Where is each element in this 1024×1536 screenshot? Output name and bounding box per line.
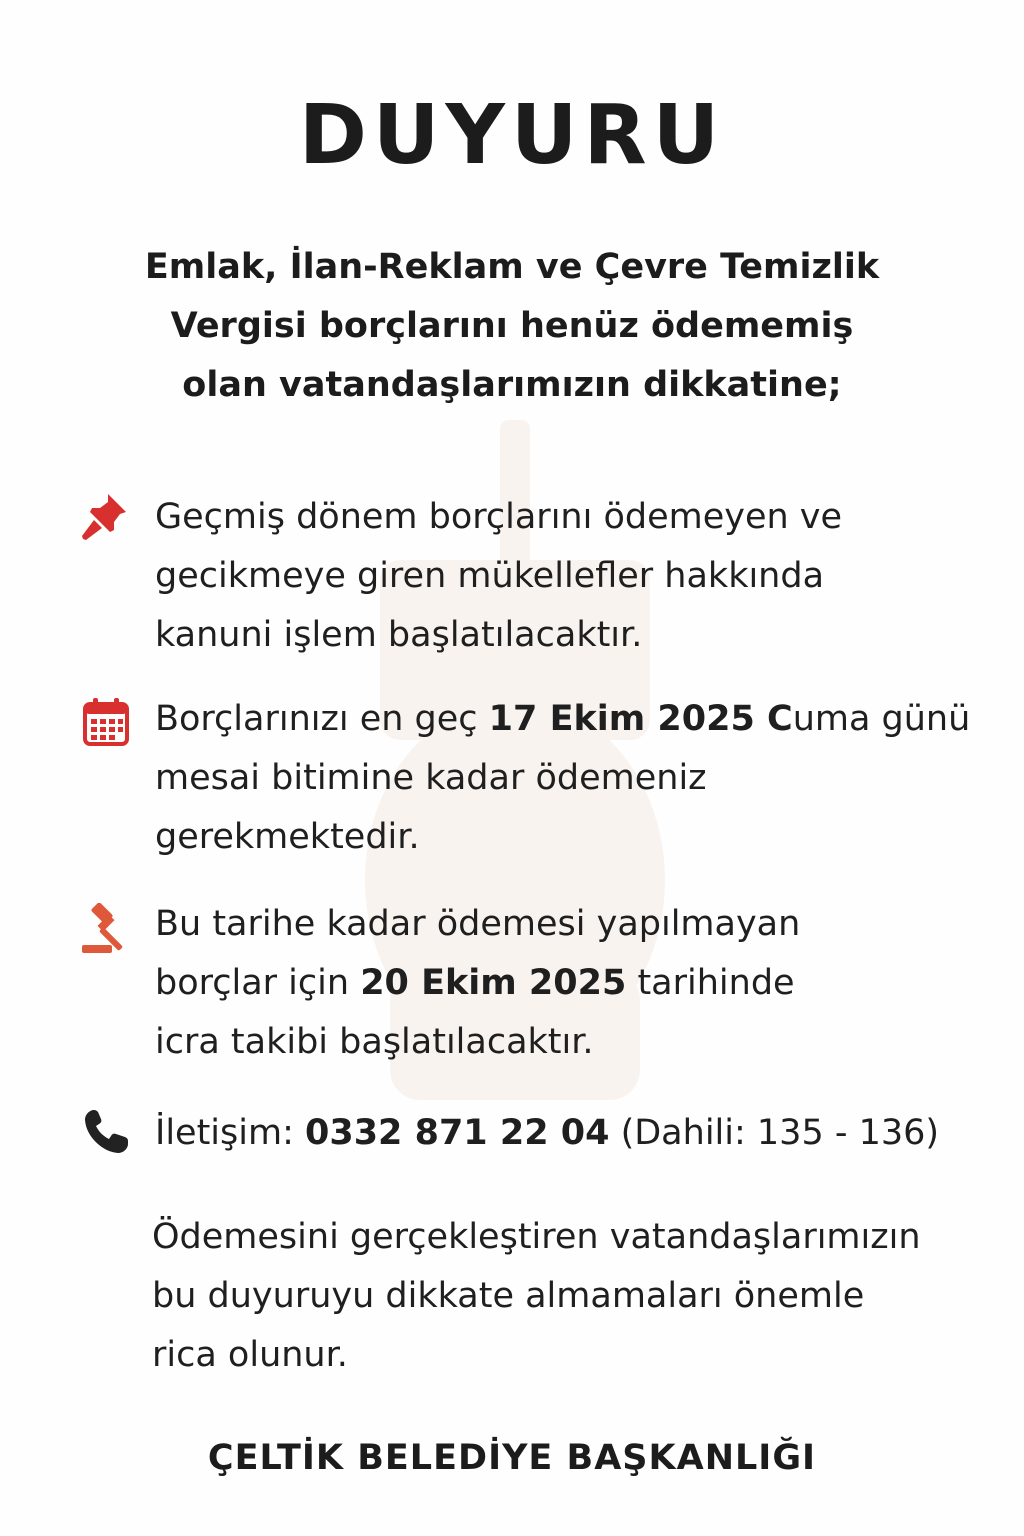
item-line	[155, 808, 995, 867]
signature: ÇELTİK BELEDİYE BAŞKANLIĞI	[207, 1438, 817, 1478]
line-segment: Borçlarınızı en geç	[155, 699, 489, 739]
item-line	[155, 1013, 995, 1072]
notice-subtitle	[100, 238, 924, 415]
phone-icon	[80, 1106, 132, 1158]
line-segment: gecikmeye giren mükellefler hakkında	[155, 556, 825, 596]
gavel-icon	[80, 903, 132, 955]
pushpin-icon	[80, 490, 132, 542]
line-segment: Geçmiş dönem borçlarını ödemeyen ve	[155, 497, 843, 537]
item-line	[155, 954, 995, 1013]
item-line	[155, 606, 995, 665]
line-segment: icra takibi başlatılacaktır.	[155, 1022, 594, 1062]
line-segment: gerekmektedir.	[155, 817, 420, 857]
emphasis-text: 0332 871 22 04	[305, 1113, 610, 1153]
item-text	[155, 690, 995, 867]
item-text	[155, 1104, 995, 1163]
item-line	[155, 547, 995, 606]
closing-line: Ödemesini gerçekleştiren vatandaşlarımızın	[152, 1217, 921, 1257]
emphasis-text: 17 Ekim 2025 C	[488, 699, 793, 739]
item-line	[155, 690, 995, 749]
item-text	[155, 488, 995, 665]
emphasis-text: 20 Ekim 2025	[360, 963, 627, 1003]
line-segment: borçlar için	[155, 963, 361, 1003]
line-segment: Bu tarihe kadar ödemesi yapılmayan	[155, 904, 801, 944]
subtitle-line: Emlak, İlan-Reklam ve Çevre Temizlik	[144, 247, 880, 287]
line-segment: tarihinde	[626, 963, 795, 1003]
notice-title: DUYURU	[298, 88, 726, 183]
line-segment: uma günü	[792, 699, 971, 739]
calendar-icon	[80, 696, 132, 748]
closing-line: rica olunur.	[152, 1335, 348, 1375]
item-line	[155, 1104, 995, 1163]
item-line	[155, 895, 995, 954]
line-segment: kanuni işlem başlatılacaktır.	[155, 615, 643, 655]
line-segment: (Dahili: 135 - 136)	[609, 1113, 940, 1153]
subtitle-line: olan vatandaşlarımızın dikkatine;	[182, 365, 842, 405]
line-segment: mesai bitimine kadar ödemeniz	[155, 758, 707, 798]
item-line	[155, 749, 995, 808]
item-line	[155, 488, 995, 547]
closing-line: bu duyuruyu dikkate almamaları önemle	[152, 1276, 865, 1316]
subtitle-line: Vergisi borçlarını henüz ödememiş	[170, 306, 854, 346]
line-segment: İletişim:	[155, 1113, 305, 1153]
item-text	[155, 895, 995, 1072]
closing-paragraph	[152, 1208, 992, 1385]
